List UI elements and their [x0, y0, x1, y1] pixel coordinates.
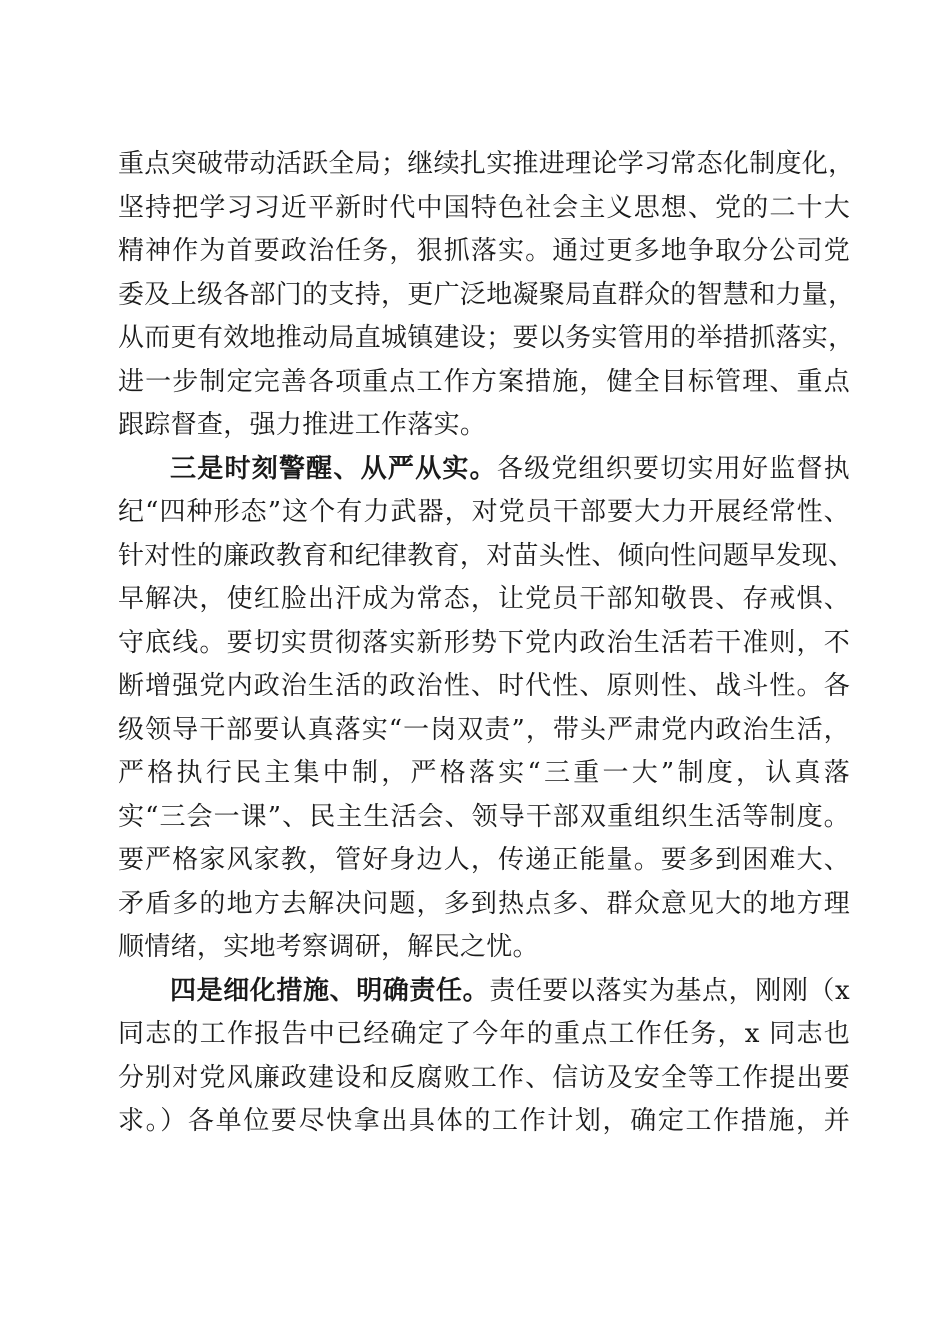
text-line: 严格执行民主集中制，严格落实“三重一大”制度，认真落 [118, 758, 850, 788]
text-line: 重点突破带动活跃全局；继续扎实推进理论学习常态化制度化， [118, 149, 855, 179]
text-line [118, 448, 850, 492]
text-line: 守底线。要切实贯彻落实新形势下党内政治生活若干准则，不 [118, 627, 850, 658]
paragraph-heading: 四是细化措施、明确责任。 [170, 975, 490, 1006]
text-line: 求。）各单位要尽快拿出具体的工作计划，确定工作措施，并 [118, 1106, 850, 1136]
text-line: 纪“四种形态”这个有力武器，对党员干部要大力开展经常性、 [118, 497, 850, 527]
text-line: 顺情绪，实地考察调研，解民之忧。 [118, 932, 539, 962]
document-body [118, 143, 855, 1144]
text-fragment: 各级党组织要切实用好监督执 [496, 453, 850, 484]
text-line: 级领导干部要认真落实“一岗双责”，带头严肃党内政治生活， [118, 714, 850, 745]
text-line: 分别对党风廉政建设和反腐败工作、信访及安全等工作提出要 [118, 1062, 850, 1093]
text-line: 进一步制定完善各项重点工作方案措施，健全目标管理、重点 [118, 366, 850, 397]
text-line [118, 970, 850, 1014]
text-line: 跟踪督查，强力推进工作落实。 [118, 410, 487, 440]
text-line: 要严格家风家教，管好身边人，传递正能量。要多到困难大、 [118, 845, 850, 875]
text-line: 早解决，使红脸出汗成为常态，让党员干部知敬畏、存戒惧、 [118, 584, 850, 614]
paragraph-1 [118, 143, 855, 448]
text-line: 实“三会一课”、民主生活会、领导干部双重组织生活等制度。 [118, 801, 850, 832]
text-line: 断增强党内政治生活的政治性、时代性、原则性、战斗性。各 [118, 671, 850, 701]
paragraph-2 [118, 448, 855, 970]
text-line: 精神作为首要政治任务，狠抓落实。通过更多地争取分公司党 [118, 236, 850, 266]
paragraph-3 [118, 970, 850, 1144]
paragraph-heading: 三是时刻警醒、从严从实。 [170, 453, 497, 484]
text-line: 委及上级各部门的支持，更广泛地凝聚局直群众的智慧和力量， [118, 279, 855, 310]
text-fragment: 责任要以落实为基点，刚刚（x [489, 975, 850, 1006]
text-line: 同志的工作报告中已经确定了今年的重点工作任务，x 同志也 [118, 1019, 851, 1049]
text-line: 针对性的廉政教育和纪律教育，对苗头性、倾向性问题早发现、 [118, 540, 855, 571]
text-line: 坚持把学习习近平新时代中国特色社会主义思想、党的二十大 [118, 192, 850, 223]
text-line: 从而更有效地推动局直城镇建设；要以务实管用的举措抓落实， [118, 323, 855, 353]
text-line: 矛盾多的地方去解决问题，多到热点多、群众意见大的地方理 [118, 888, 850, 919]
